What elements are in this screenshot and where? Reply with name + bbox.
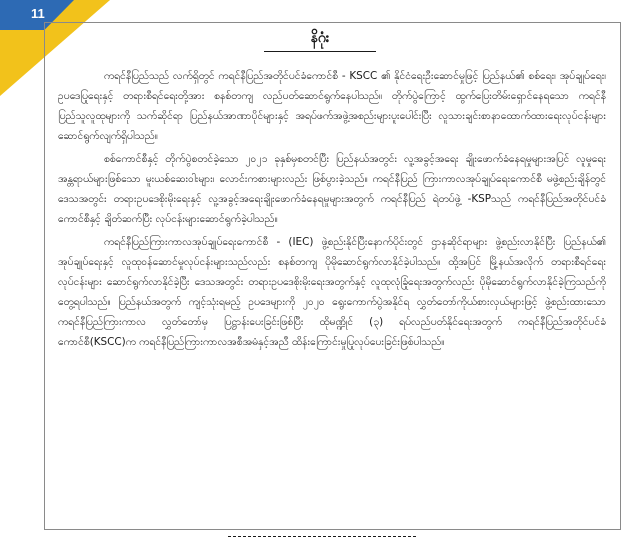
paragraph-3: ကရင်နီပြည်ကြားကာလအုပ်ချုပ်ရေးကောင်စီ - (IEC) ဖွဲ့စည်းနိုင်ပြီးနောက်ပိုင်းတွင် ဌာနဆိုင်ရာများ ဖွဲ့စည်းလာနိုင်ပြီး ပြည်နယ်၏ အုပ်ချုပ်ရေးနှင့် လူထုဝန်ဆောင်မှုလုပ်ငန်းများသည်လည်း စနစ်တကျ ပိုမိုဆောင်ရွက်လာနိုင်ခဲ့ပါသည်။ ထို့အပြင် မြို့နယ်အလိုက် တရားစီရင်ရေးလုပ်ငန်းများ ဆောင်ရွက်လာနိုင်ခဲ့ပြီး ဒေသအတွင်း တရားဥပဒေစိုးမိုးရေးအတွက်နှင့် လူထုလုံခြုံရေးအတွက်လည်း ပိုမိုဆောင်ရွက်လာနိုင်ခဲ့ကြသည်ကို တွေ့ရပါသည်။ ပြည်နယ်အတွက် ကျင့်သုံးရမည့် ဥပဒေများကို ၂၀၂၀ ရွေးကောက်ပွဲအနိုင်ရ လွှတ်တော်ကိုယ်စားလှယ်များဖြင့် ဖွဲ့စည်းထားသော ကရင်နီပြည်ကြားကာလ လွှတ်တော်မှ ပြဋ္ဌာန်းပေးခြင်းဖြစ်ပြီး ထိုမဏ္ဍိုင် (၃) ရပ်လည်ပတ်နိုင်ရေးအတွက် ကရင်နီပြည်အတိုင်ပင်ခံကောင်စီ(KSCC)က ကရင်နီပြည်ကြားကာလအစီအမံနှင့်အညီ ထိန်းကြောင်းမှုပြုလုပ်ပေးခြင်းဖြစ်ပါသည်။ — [58, 236, 606, 348]
paragraph-1: ကရင်နီပြည်သည် လက်ရှိတွင် ကရင်နီပြည်အတိုင်ပင်ခံကောင်စီ - KSCC ၏ နိုင်ငံရေးဦးဆောင်မှုဖြင့် ပြည်နယ်၏ စစ်ရေး၊ အုပ်ချုပ်ရေး၊ ဥပဒေပြုရေးနှင့် တရားစီရင်ရေးတို့အား စနစ်တကျ လည်ပတ်ဆောင်ရွက်နေပါသည်။ တိုက်ပွဲကြောင့် ထွက်ပြေးတိမ်းရှောင်နေရသော ကရင်နီပြည်သူလူထုများကို သက်ဆိုင်ရာ ပြည်နယ်အာဏာပိုင်များနှင့် အရပ်ဖက်အဖွဲ့အစည်းများပူးပေါင်းပြီး လူသားချင်းစာနာထောက်ထားရေးလုပ်ငန်းများ ဆောင်ရွက်လျက်ရှိပါသည်။ — [58, 70, 606, 142]
body-text — [58, 66, 606, 355]
page-title: နိဂုံး — [310, 30, 330, 46]
title-underline — [264, 51, 376, 52]
paragraph-2: စစ်ကောင်စီနှင့် တိုက်ပွဲစတင်ခဲ့သော ၂၀၂၁ ခုနှစ်မှစတင်ပြီး ပြည်နယ်အတွင်း လူ့အခွင့်အရေး ချိုးဖောက်ခံနေရမှုများအပြင် လူမှုရေးအန္တရာယ်များဖြစ်သော မူးယစ်ဆေးဝါးများ၊ လောင်းကစားများလည်း ဖြစ်ပွားခဲ့သည်။ ကရင်နီပြည် ကြားကာလအုပ်ချုပ်ရေးကောင်စီ မဖွဲ့စည်းချိန်တွင် ဒေသအတွင်း တရားဥပဒေစိုးမိုးရေးနှင့် လူ့အခွင့်အရေးချိုးဖောက်ခံနေရမှုများအတွက် ကရင်နီပြည် ရဲတပ်ဖွဲ့ -KSPသည် ကရင်နီပြည်အတိုင်ပင်ခံကောင်စီနှင့် ချိတ်ဆက်ပြီး လုပ်ငန်းများဆောင်ရွက်ခဲ့ပါသည်။ — [58, 153, 606, 225]
page-number: 11 — [31, 6, 45, 21]
footer-divider — [228, 536, 416, 537]
